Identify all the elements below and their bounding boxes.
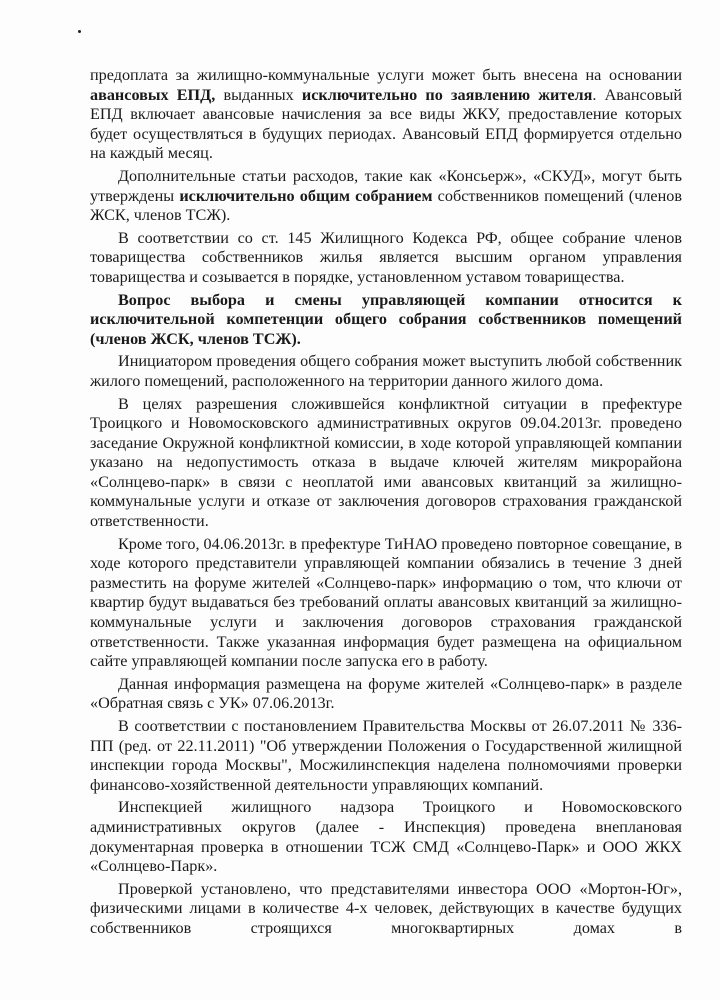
- text-run: . Авансовый ЕПД включает авансовые начисления за все виды ЖКУ, предоставление которых будет осуществляться в будущих периодах. Авансовый ЕПД формируется отдельно на каждый месяц.: [90, 85, 682, 163]
- text-run: Проверкой установлено, что представителями инвестора ООО «Мортон-Юг», физическими лицами в количестве 4-х человек, действующих в качестве будущих собственников строящихся многоквартирных домах в: [90, 879, 682, 937]
- paragraph: [90, 167, 682, 226]
- bold-text: Вопрос выбора и смены управляющей компании относится к исключительной компетенции общего собрания собственников помещений (членов ЖСК, членов ТСЖ).: [90, 290, 682, 348]
- text-run: Данная информация размещена на форуме жителей «Солнцево-парк» в разделе «Обратная связь с УК» 07.06.2013г.: [90, 674, 682, 713]
- bold-text: исключительно по заявлению жителя: [301, 85, 593, 104]
- paragraph: [90, 395, 682, 532]
- paragraph: [90, 535, 682, 672]
- paragraph: [90, 66, 682, 164]
- text-run: Инспекцией жилищного надзора Троицкого и Новомосковского административных округов (далее - Инспекция) проведена внеплановая документарная проверка в отношении ТСЖ СМД «Солнцево-Парк» и ООО ЖКХ «Солнцево-Парк».: [90, 798, 682, 876]
- document-body: [90, 66, 682, 939]
- text-run: Кроме того, 04.06.2013г. в префектуре ТиНАО проведено повторное совещание, в ходе которого представители управляющей компании обязались в течение 3 дней разместить на форуме жителей «Солнцево-парк» информацию о том, что ключи от квартир будут выдаваться без требований оплаты авансовых квитанций за жилищно-коммунальные услуги и заключения договоров страхования гражданской ответственности. Также указанная информация будет размещена на официальном сайте управляющей компании после запуска его в работу.: [90, 534, 682, 671]
- paragraph: [90, 880, 682, 939]
- text-run: В соответствии с постановлением Правительства Москвы от 26.07.2011 № 336-ПП (ред. от 22.11.2011) "Об утверждении Положения о Государственной жилищной инспекции города Москвы", Мосжилинспекция наделена полномочиями проверки финансово-хозяйственной деятельности управляющих компаний.: [90, 717, 682, 794]
- paragraph: [90, 675, 682, 714]
- scan-speck: [78, 30, 81, 33]
- text-run: В целях разрешения сложившейся конфликтной ситуации в префектуре Троицкого и Новомосковского административных округов 09.04.2013г. проведено заседание Окружной конфликтной комиссии, в ходе которой управляющей компании указано на недопустимость отказа в выдаче ключей жителям микрорайона «Солнцево-парк» в связи с неоплатой ими авансовых квитанций за жилищно-коммунальные услуги и отказе от заключения договоров страхования гражданской ответственности.: [90, 394, 682, 531]
- text-run: Инициатором проведения общего собрания может выступить любой собственник жилого помещений, расположенного на территории данного жилого дома.: [90, 352, 682, 390]
- paragraph: [90, 717, 682, 795]
- paragraph: [90, 352, 682, 391]
- paragraph: [90, 229, 682, 288]
- text-run: Дополнительные статьи расходов, такие как «Консьерж», «СКУД», могут быть утверждены: [90, 166, 682, 205]
- paragraph: [90, 291, 682, 350]
- text-run: выданных: [215, 85, 302, 104]
- text-run: В соответствии со ст. 145 Жилищного Кодекса РФ, общее собрание членов товарищества собственников жилья является высшим органом управления товарищества и созывается в порядке, установленном уставом товарищества.: [90, 228, 682, 286]
- text-run: собственников помещений (членов ЖСК, членов ТСЖ).: [90, 186, 682, 225]
- bold-text: авансовых ЕПД,: [90, 85, 216, 104]
- text-run: предоплата за жилищно-коммунальные услуги может быть внесена на основании: [90, 66, 682, 84]
- bold-text: исключительно общим собранием: [179, 186, 433, 205]
- paragraph: [90, 798, 682, 876]
